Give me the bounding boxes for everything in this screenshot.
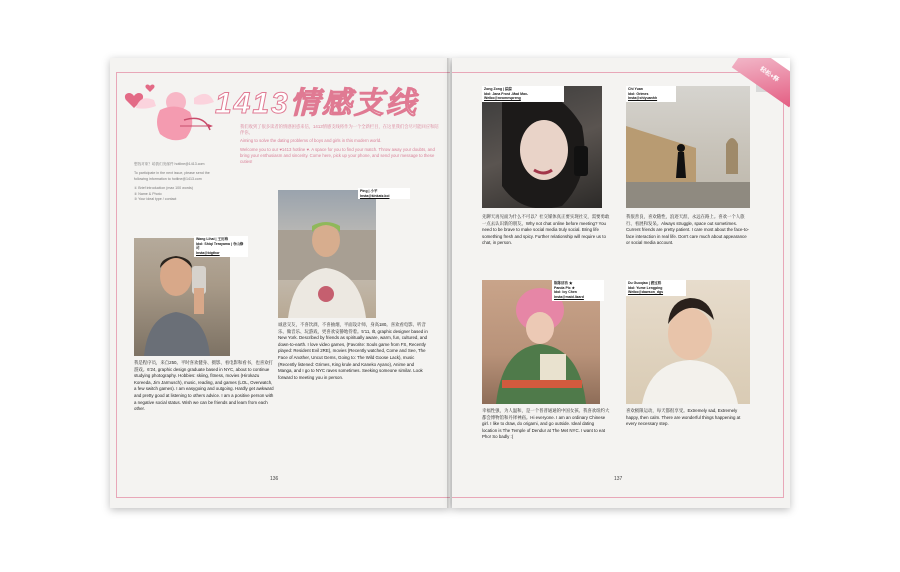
profile-idol: Idol: Grimes [628, 91, 649, 96]
cupid-heart-illustration [124, 80, 214, 146]
page-number: 136 [270, 476, 279, 482]
side-note: 想找对象？给我们发邮件 hotline@1413.com [134, 162, 205, 166]
building-street-illustration [626, 86, 750, 208]
profile-idol: Idol: Shiqi Terayama | 寺山修司 [196, 241, 244, 251]
profile-handle[interactable]: Weibo@neomespreng [484, 96, 521, 101]
left-page [110, 58, 450, 508]
side-note: ① Brief introduction (max 100 words) ② Name & Photo ③ Your ideal type / contact [134, 186, 193, 201]
profile-idol: Idol: Icy Chen [554, 290, 577, 295]
profile-idol: Idol: Yume Lengping [628, 285, 663, 290]
person-portrait-illustration [278, 190, 376, 318]
person-portrait-illustration [482, 86, 602, 208]
profile-text-chi-yuan: 我很善良，喜欢随性，浪迹天涯，永远在路上。喜欢一个人旅行、看展和发呆。Always struggle, space out sometimes. Current friends are pretty patient. I care most about the face-to-face interaction in real life. Don't care much about appearance or social media account. [626, 214, 749, 246]
profile-tag [358, 188, 410, 199]
profile-name: Du Guoqiao | 渡过桥 [628, 281, 662, 285]
profile-tag [626, 280, 686, 296]
profile-photo-chi-yuan [626, 86, 750, 208]
page-title: 1413情感支线 [215, 87, 418, 120]
intro-paragraph-cn: 我们收到了很多读者的情感困惑来信，1413情感支线将作为一个全新栏目，在这里我们会尽可能回应和陪伴你。 [240, 124, 439, 136]
profile-photo-ping [278, 190, 376, 318]
profile-handle[interactable]: Insta@bigthor [196, 251, 220, 256]
profile-photo-zong-zong [482, 86, 602, 208]
section-badge: 轻松+释 [732, 58, 790, 107]
intro-text [240, 124, 440, 167]
profile-text-du-guoqiao: 喜欢极限运动，每天都很享受。Extremely sad, Extremely happy, then calm. There are wonderful things happening at every necessary step. [626, 408, 741, 427]
side-note: To participate in the next issue, please send the following information to hotline@1413.com [134, 171, 210, 181]
intro-paragraph-en-1: Aiming to solve the dating problems of boys and girls in this modern world. [240, 138, 382, 144]
profile-text-zong-zong: 先聊天再见面为什么不可以？社交媒体真正要实现社交，需要勇敢一点去认识新的朋友。Why not chat online before meeting? You need to be brave to make social media truly social. Bring life something fresh and spicy. Further relationship will require us to chat, in person. [482, 214, 610, 246]
profile-tag [626, 86, 676, 102]
profile-extra: Panda Pic ★ [554, 285, 575, 290]
profile-handle[interactable]: Insta@chiyuanhh [628, 96, 658, 101]
profile-handle[interactable]: Insta@maid.lizard [554, 295, 584, 300]
intro-paragraph-en-2: Welcome you to our ♥1413 hotline ♥. A space for you to find your match. Throw away your doubts, and bring your enthusiasm and sincerity. Come here, pick up your phone, and send your message to these cuties! [240, 146, 435, 165]
profile-tag [552, 280, 604, 301]
right-page [452, 58, 790, 508]
profile-photo-du-guoqiao [626, 280, 750, 404]
person-portrait-illustration [626, 280, 750, 404]
profile-name: Chi Yuan [628, 87, 643, 91]
profile-handle[interactable]: Insta@kinkatz.koi [360, 193, 390, 198]
profile-text-wang-lihai: 我是程序员，来自250。平时喜欢健身、摄影、看电影和看书，也喜欢打游戏。6'24, graphic design graduate based in NYC, about to continue studying photography. Hobbies: skiing, fitness, movies (Hirokazu Koreeda, Jim Jarmusch), music, reading, and games (LOL, Overwatch, a few switch games). I am easygoing and outgoing. Hardly get awkward and pretty good at listening to others advice. I am a positive person with a negative social status. Wish we can be friends and learn from each other. [134, 360, 274, 412]
magazine-spread [110, 58, 790, 508]
profile-idol: Idol: Jana Frost -Mad Max- [484, 91, 529, 96]
side-notes [134, 162, 224, 206]
profile-text-chen-jie: 幸福性强，为人温和，是一个普普通通的中国女孩。我喜欢纽约大都会博物馆和丹铎神庙。Hi everyone. I am an ordinary Chinese girl. I like to draw, do origami, and go outside. Ideal dating location is The Temple of Dendur at The Met NYC. I want to eat Pho! So badly :( [482, 408, 610, 440]
profile-handle[interactable]: Weibo@dawson_dgs [628, 290, 664, 295]
profile-name: 陈陈洁洁 ★ [554, 281, 573, 285]
profile-tag [194, 236, 248, 257]
profile-tag [482, 86, 564, 102]
page-number: 137 [614, 476, 623, 482]
profile-name: Zong Zong | 綜綜 [484, 87, 512, 91]
profile-name: Ping | 小平 [360, 189, 378, 193]
profile-name: Wang Lihai | 王历海 [196, 237, 228, 241]
profile-text-ping: 诚意交友，不喜饮酒，不喜抽烟，平面设计师，身高180。喜欢看电影、听音乐、做音乐、玩游戏，更喜欢安静地待着。5'11, Ilt, graphic designer based in New York. Described by friends as spiritually aware, warm, fun, cultured, and down-to-earth. I love video games, (Favorite: Souls game from FS, Recently played: Resident Evil 2RE), movies (Recently watched, Come and See, The Face of Another, Uncut Gems, Going to: The Wild Goose Lack), music (Recently listened: Grimes, King krule and Kaneko Ayano), Anime and Manga, and I go to NYC raves sometimes. Seeking someone similar. Look forward to meeting you in person. [278, 322, 428, 380]
